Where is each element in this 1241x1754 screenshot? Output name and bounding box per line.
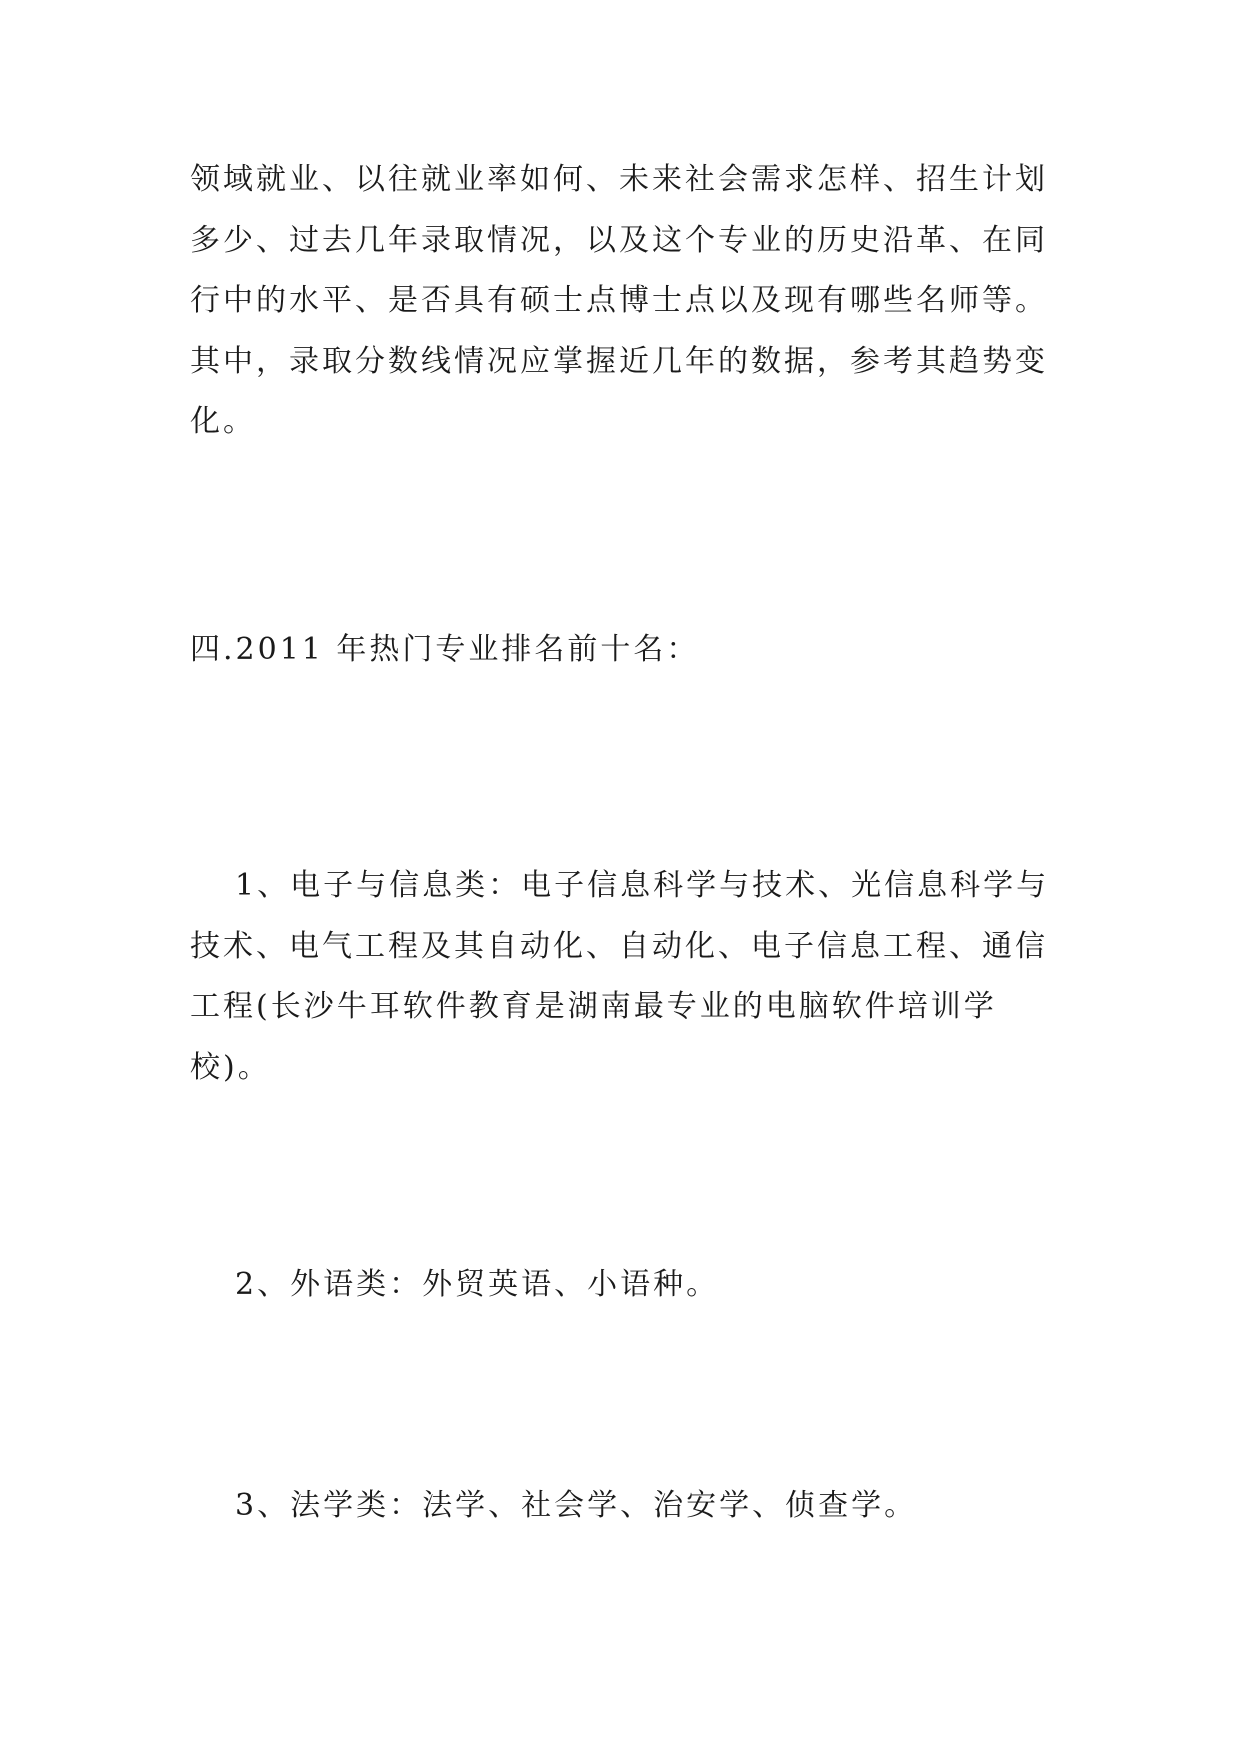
paragraph-intro-continuation: 领域就业、以往就业率如何、未来社会需求怎样、招生计划 多少、过去几年录取情况，以及这个专业的历史沿革、在同 行中的水平、是否具有硕士点博士点以及现有哪些名师等。 其中，录取分数线情况应掌握近几年的数据，参考其趋势变 化。 [190,162,1048,439]
list-item-electronics-information: 1、电子与信息类：电子信息科学与技术、光信息科学与 技术、电气工程及其自动化、自动化、电子信息工程、通信 工程(长沙牛耳软件教育是湖南最专业的电脑软件培训学 校)。 [190,868,1050,1085]
list-item-foreign-languages: 2、外语类：外贸英语、小语种。 [235,1267,720,1302]
list-item-law: 3、法学类：法学、社会学、治安学、侦查学。 [235,1488,918,1523]
section-heading-hot-majors-2011: 四.2011 年热门专业排名前十名： [190,632,700,667]
